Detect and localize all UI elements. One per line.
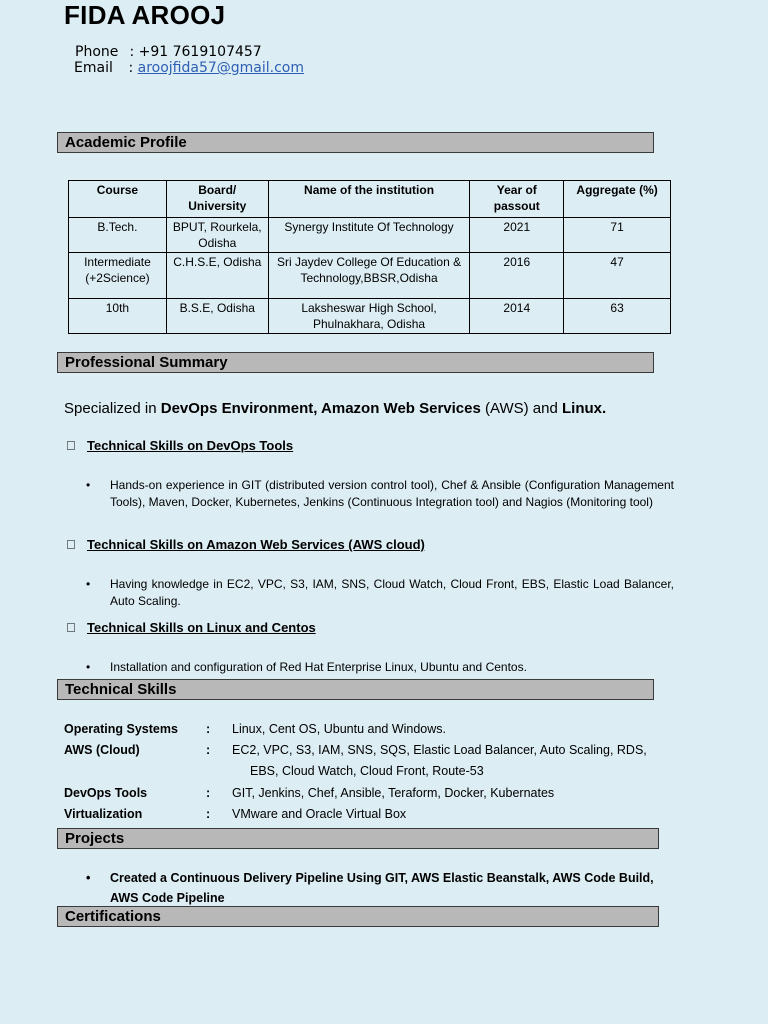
- phone-value: +91 7619107457: [138, 44, 262, 60]
- table-cell: 2016: [470, 253, 564, 299]
- section-projects: Projects: [57, 828, 659, 849]
- skill-value: EC2, VPC, S3, IAM, SNS, SQS, Elastic Load Balancer, Auto Scaling, RDS,: [232, 743, 647, 757]
- lead-linux: Linux.: [562, 400, 607, 417]
- lead-aws: (AWS): [485, 400, 529, 417]
- email-label: Email: [74, 60, 113, 76]
- bullet-icon: •: [86, 478, 91, 492]
- lead-prefix: Specialized in: [64, 400, 157, 417]
- table-cell: B.S.E, Odisha: [166, 299, 268, 334]
- col-header-board: Board/ University: [166, 181, 268, 218]
- section-technical-skills: Technical Skills: [57, 679, 654, 700]
- bullet-icon: •: [86, 577, 91, 591]
- email-separator: :: [128, 60, 134, 76]
- project-text: Created a Continuous Delivery Pipeline Using GIT, AWS Elastic Beanstalk, AWS Code Build, AWS Code Pipeline: [110, 871, 654, 905]
- skill-key: Operating Systems: [64, 722, 178, 736]
- subhead-devops: [66, 438, 293, 453]
- email-link[interactable]: aroojfida57@gmail.com: [137, 60, 305, 76]
- skill-value: GIT, Jenkins, Chef, Ansible, Teraform, Docker, Kubernates: [232, 786, 555, 800]
- skill-separator: :: [206, 722, 211, 736]
- bullet-text: Installation and configuration of Red Hat Enterprise Linux, Ubuntu and Centos.: [110, 660, 527, 674]
- subhead-linux-title: Technical Skills on Linux and Centos: [87, 620, 316, 635]
- col-header-institution: Name of the institution: [268, 181, 470, 218]
- table-header-row: [69, 181, 671, 218]
- lead-devops: DevOps Environment, Amazon Web Services: [160, 400, 481, 417]
- table-cell: 63: [564, 299, 671, 334]
- section-professional-summary: Professional Summary: [57, 352, 654, 373]
- list-item: [86, 659, 674, 676]
- table-row: [69, 299, 671, 334]
- subhead-linux: [66, 620, 316, 635]
- skill-key: DevOps Tools: [64, 786, 148, 800]
- table-cell: C.H.S.E, Odisha: [166, 253, 268, 299]
- candidate-name: FIDA AROOJ: [64, 0, 226, 30]
- skill-separator: :: [206, 807, 211, 821]
- table-cell: Sri Jaydev College Of Education & Technology,BBSR,Odisha: [268, 253, 470, 299]
- bullet-text: Hands-on experience in GIT (distributed version control tool), Chef & Ansible (Configuration Management Tools), Maven, Docker, Kubernetes, Jenkins (Continuous Integration tool) and Nagios (Monitoring tool): [110, 478, 674, 509]
- skill-key: Virtualization: [64, 807, 143, 821]
- summary-lead: [64, 400, 606, 417]
- skill-value-continued: EBS, Cloud Watch, Cloud Front, Route-53: [250, 764, 484, 778]
- table-cell: 2014: [470, 299, 564, 334]
- checkbox-icon: [66, 438, 76, 453]
- phone-separator: :: [129, 44, 135, 60]
- bullet-icon: •: [86, 871, 91, 885]
- skill-key: AWS (Cloud): [64, 743, 140, 757]
- list-item: [86, 868, 676, 908]
- section-academic-profile: Academic Profile: [57, 132, 654, 153]
- bullet-icon: •: [86, 660, 91, 674]
- phone-line: [75, 44, 262, 60]
- table-cell: B.Tech.: [69, 218, 167, 253]
- subhead-aws: [66, 537, 425, 552]
- list-item: [86, 576, 674, 610]
- table-cell: 47: [564, 253, 671, 299]
- table-row: [69, 253, 671, 299]
- table-cell: Laksheswar High School, Phulnakhara, Odisha: [268, 299, 470, 334]
- table-cell: 71: [564, 218, 671, 253]
- table-cell: 10th: [69, 299, 167, 334]
- subhead-devops-title: Technical Skills on DevOps Tools: [87, 438, 294, 453]
- table-cell: 2021: [470, 218, 564, 253]
- bullet-text: Having knowledge in EC2, VPC, S3, IAM, SNS, Cloud Watch, Cloud Front, EBS, Elastic Load Balancer, Auto Scaling.: [110, 577, 674, 608]
- table-cell: BPUT, Rourkela, Odisha: [166, 218, 268, 253]
- table-cell: Synergy Institute Of Technology: [268, 218, 470, 253]
- list-item: [86, 477, 674, 511]
- table-cell: Intermediate (+2Science): [69, 253, 167, 299]
- email-line: [74, 60, 304, 76]
- col-header-year: Year of passout: [470, 181, 564, 218]
- col-header-course: Course: [69, 181, 167, 218]
- phone-label: Phone: [75, 44, 119, 60]
- section-certifications: Certifications: [57, 906, 659, 927]
- subhead-aws-title: Technical Skills on Amazon Web Services (AWS cloud): [87, 537, 425, 552]
- lead-and: and: [532, 400, 558, 417]
- academic-table: [68, 180, 671, 334]
- table-row: [69, 218, 671, 253]
- skill-value: VMware and Oracle Virtual Box: [232, 807, 407, 821]
- checkbox-icon: [66, 620, 76, 635]
- skill-separator: :: [206, 743, 211, 757]
- checkbox-icon: [66, 537, 76, 552]
- skill-separator: :: [206, 786, 211, 800]
- skill-value: Linux, Cent OS, Ubuntu and Windows.: [232, 722, 447, 736]
- col-header-aggregate: Aggregate (%): [564, 181, 671, 218]
